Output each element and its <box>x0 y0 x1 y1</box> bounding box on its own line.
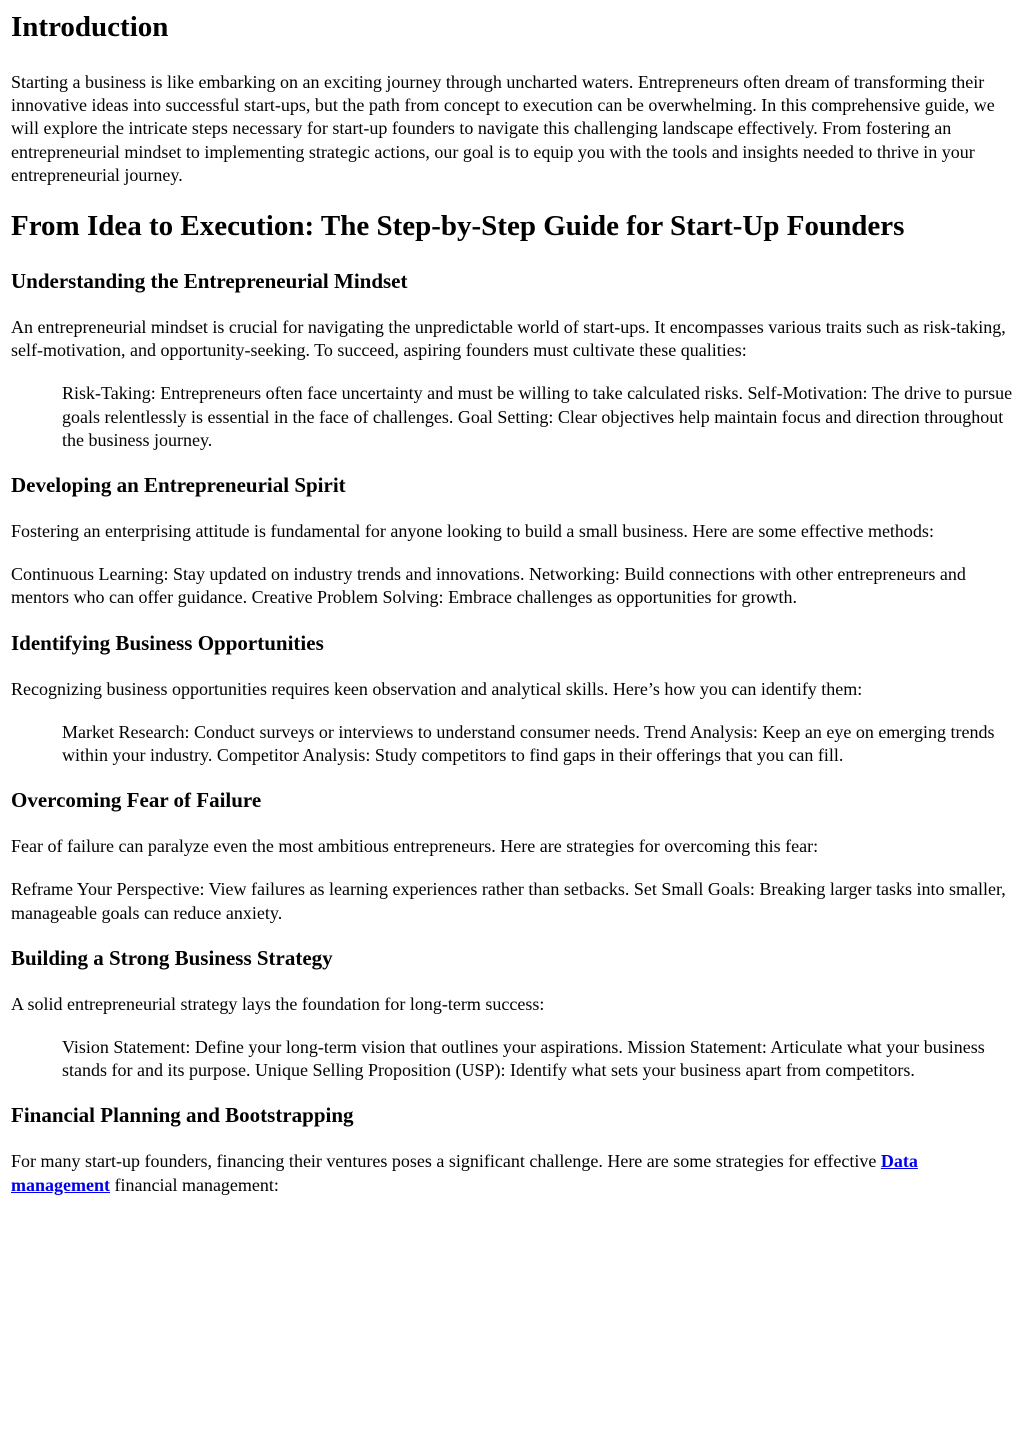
section-heading-opportunities: Identifying Business Opportunities <box>11 630 324 655</box>
intro-heading: Introduction <box>11 11 169 43</box>
section-list-fear: Reframe Your Perspective: View failures as learning experiences rather than setbacks. Set Small Goals: Breaking larger tasks into smaller, manageable goals can reduce anxiety. <box>11 879 1006 923</box>
article <box>0 10 1024 1197</box>
section-list-mindset: Risk-Taking: Entrepreneurs often face uncertainty and must be willing to take calculated risks. Self-Motivation: The drive to pursue goals relentlessly is essential in the face of challenges. Goal Setting: Clear objectives help maintain focus and direction throughout the business journey. <box>62 383 1013 450</box>
financial-text-after-link: financial management: <box>109 1174 279 1195</box>
section-paragraph-spirit: Fostering an enterprising attitude is fundamental for anyone looking to build a small business. Here are some effective methods: <box>11 521 934 542</box>
intro-paragraph: Starting a business is like embarking on an exciting journey through uncharted waters. Entrepreneurs often dream of transforming their innovative ideas into successful start-ups, but the path from concept to execution can be overwhelming. In this comprehensive guide, we will explore the intricate steps necessary for start-up founders to navigate this challenging landscape effectively. From fostering an entrepreneurial mindset to implementing strategic actions, our goal is to equip you with the tools and insights needed to thrive in your entrepreneurial journey. <box>11 72 995 185</box>
section-heading-fear: Overcoming Fear of Failure <box>11 788 262 813</box>
section-list-strategy: Vision Statement: Define your long-term vision that outlines your aspirations. Mission Statement: Articulate what your business stands for and its purpose. Unique Selling Proposition (USP): Identify what sets your business apart from competitors. <box>62 1037 985 1081</box>
section-list-opportunities: Market Research: Conduct surveys or interviews to understand consumer needs. Trend Analysis: Keep an eye on emerging trends within your industry. Competitor Analysis: Study competitors to find gaps in their offerings that you can fill. <box>62 721 995 766</box>
section-heading-spirit: Developing an Entrepreneurial Spirit <box>11 473 346 498</box>
section-heading-mindset: Understanding the Entrepreneurial Mindset <box>11 269 408 294</box>
section-heading-strategy: Building a Strong Business Strategy <box>11 945 333 970</box>
section-heading-financial: Financial Planning and Bootstrapping <box>11 1103 354 1128</box>
section-paragraph-opportunities: Recognizing business opportunities requires keen observation and analytical skills. Here’s how you can identify them: <box>11 678 863 699</box>
section-paragraph-fear: Fear of failure can paralyze even the most ambitious entrepreneurs. Here are strategies for overcoming this fear: <box>11 836 819 857</box>
section-list-spirit: Continuous Learning: Stay updated on industry trends and innovations. Networking: Build connections with other entrepreneurs and mentors who can offer guidance. Creative Problem Solving: Embrace challenges as opportunities for growth. <box>11 564 966 608</box>
data-management-link[interactable]: Data management <box>11 1151 918 1195</box>
section-paragraph-mindset: An entrepreneurial mindset is crucial for navigating the unpredictable world of start-ups. It encompasses various traits such as risk-taking, self-motivation, and opportunity-seeking. To succeed, aspiring founders must cultivate these qualities: <box>11 317 1006 361</box>
section-paragraph-strategy: A solid entrepreneurial strategy lays the foundation for long-term success: <box>11 993 545 1014</box>
section-paragraph-financial <box>11 1150 1013 1196</box>
financial-text-before-link: For many start-up founders, financing their ventures poses a significant challenge. Here are some strategies for effective <box>11 1151 881 1172</box>
page-title: From Idea to Execution: The Step-by-Step Guide for Start-Up Founders <box>11 210 905 243</box>
